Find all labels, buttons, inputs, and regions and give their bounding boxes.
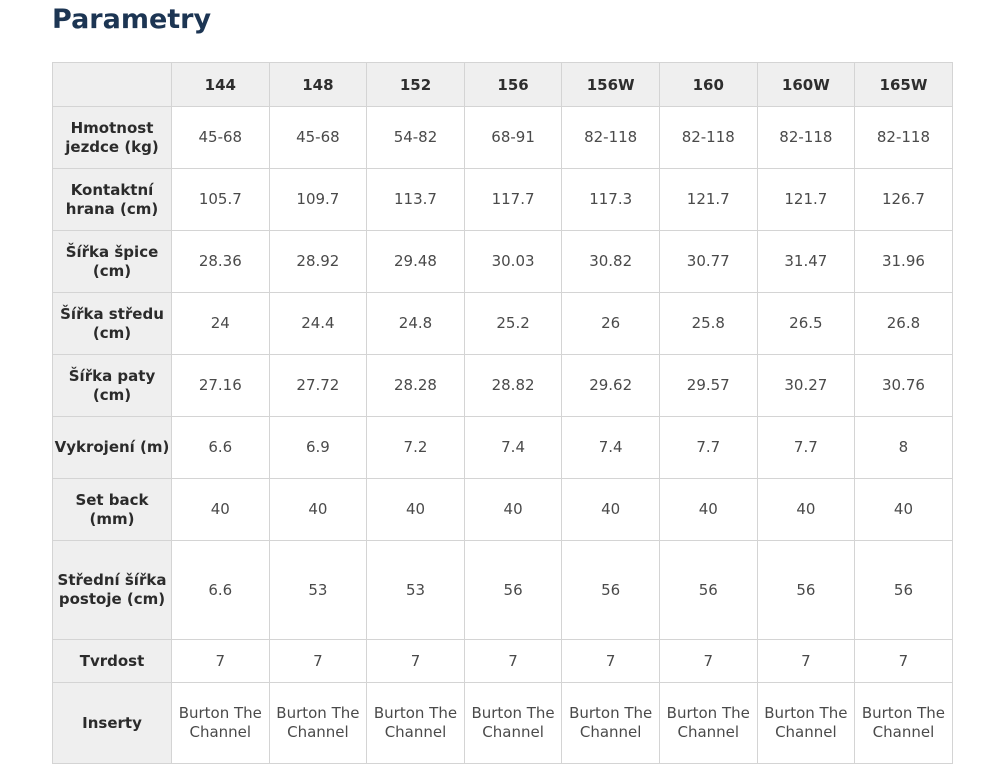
row-label: Hmotnost jezdce (kg)	[53, 107, 172, 169]
table-cell: 31.96	[855, 231, 953, 293]
table-cell: 7	[757, 640, 855, 683]
column-header: 156	[464, 63, 562, 107]
table-cell: 40	[562, 479, 660, 541]
table-cell: 7	[367, 640, 465, 683]
table-cell: 7	[562, 640, 660, 683]
table-cell: 24	[172, 293, 270, 355]
table-cell: 28.92	[269, 231, 367, 293]
table-cell: 113.7	[367, 169, 465, 231]
table-cell: 40	[659, 479, 757, 541]
table-row	[53, 107, 953, 169]
table-cell: 82-118	[757, 107, 855, 169]
table-cell: 29.62	[562, 355, 660, 417]
table-cell: 31.47	[757, 231, 855, 293]
table-cell: 82-118	[855, 107, 953, 169]
table-cell: 56	[855, 541, 953, 640]
table-cell: 28.28	[367, 355, 465, 417]
table-cell: 56	[464, 541, 562, 640]
table-cell: 121.7	[757, 169, 855, 231]
table-cell: 26.8	[855, 293, 953, 355]
header-row	[53, 63, 953, 107]
table-cell: 30.76	[855, 355, 953, 417]
table-cell: 117.3	[562, 169, 660, 231]
table-cell: 28.82	[464, 355, 562, 417]
table-cell: 7	[269, 640, 367, 683]
row-label: Šířka středu (cm)	[53, 293, 172, 355]
table-cell: 27.16	[172, 355, 270, 417]
column-header: 152	[367, 63, 465, 107]
table-cell: Burton The Channel	[367, 683, 465, 764]
table-cell: 30.03	[464, 231, 562, 293]
table-cell: 25.2	[464, 293, 562, 355]
table-cell: 30.27	[757, 355, 855, 417]
table-cell: Burton The Channel	[562, 683, 660, 764]
column-header: 148	[269, 63, 367, 107]
table-row	[53, 293, 953, 355]
table-row	[53, 417, 953, 479]
table-cell: 6.6	[172, 417, 270, 479]
table-row	[53, 169, 953, 231]
table-cell: 7.2	[367, 417, 465, 479]
row-label: Vykrojení (m)	[53, 417, 172, 479]
table-cell: 7.4	[464, 417, 562, 479]
header-corner-cell	[53, 63, 172, 107]
table-cell: 82-118	[659, 107, 757, 169]
table-cell: 7	[172, 640, 270, 683]
table-cell: Burton The Channel	[757, 683, 855, 764]
table-cell: 121.7	[659, 169, 757, 231]
row-label: Tvrdost	[53, 640, 172, 683]
parameters-table	[52, 62, 953, 764]
row-label: Střední šířka postoje (cm)	[53, 541, 172, 640]
table-row	[53, 231, 953, 293]
table-cell: 109.7	[269, 169, 367, 231]
table-cell: 29.57	[659, 355, 757, 417]
table-cell: 7	[855, 640, 953, 683]
table-cell: 28.36	[172, 231, 270, 293]
table-cell: 40	[464, 479, 562, 541]
table-cell: 26	[562, 293, 660, 355]
table-cell: 27.72	[269, 355, 367, 417]
table-cell: 40	[172, 479, 270, 541]
table-cell: 45-68	[172, 107, 270, 169]
table-cell: 126.7	[855, 169, 953, 231]
table-cell: 7.7	[757, 417, 855, 479]
table-cell: Burton The Channel	[855, 683, 953, 764]
table-cell: 7.7	[659, 417, 757, 479]
table-cell: 56	[659, 541, 757, 640]
table-row	[53, 640, 953, 683]
table-cell: 7.4	[562, 417, 660, 479]
table-cell: 117.7	[464, 169, 562, 231]
table-cell: 40	[269, 479, 367, 541]
table-cell: 7	[659, 640, 757, 683]
table-cell: 40	[855, 479, 953, 541]
row-label: Set back (mm)	[53, 479, 172, 541]
table-row	[53, 355, 953, 417]
table-cell: 53	[269, 541, 367, 640]
table-cell: 8	[855, 417, 953, 479]
column-header: 160W	[757, 63, 855, 107]
table-cell: 53	[367, 541, 465, 640]
column-header: 160	[659, 63, 757, 107]
table-cell: 56	[757, 541, 855, 640]
column-header: 144	[172, 63, 270, 107]
row-label: Šířka špice (cm)	[53, 231, 172, 293]
table-cell: Burton The Channel	[269, 683, 367, 764]
table-cell: 26.5	[757, 293, 855, 355]
table-cell: Burton The Channel	[659, 683, 757, 764]
table-cell: 6.6	[172, 541, 270, 640]
table-cell: 82-118	[562, 107, 660, 169]
table-row	[53, 541, 953, 640]
table-cell: 45-68	[269, 107, 367, 169]
table-cell: 68-91	[464, 107, 562, 169]
page-title: Parametry	[52, 4, 212, 35]
table-cell: Burton The Channel	[172, 683, 270, 764]
table-cell: 24.8	[367, 293, 465, 355]
table-cell: Burton The Channel	[464, 683, 562, 764]
table-cell: 30.82	[562, 231, 660, 293]
table-cell: 30.77	[659, 231, 757, 293]
column-header: 165W	[855, 63, 953, 107]
table-cell: 54-82	[367, 107, 465, 169]
row-label: Kontaktní hrana (cm)	[53, 169, 172, 231]
table-cell: 105.7	[172, 169, 270, 231]
column-header: 156W	[562, 63, 660, 107]
table-row	[53, 683, 953, 764]
table-cell: 56	[562, 541, 660, 640]
table-cell: 6.9	[269, 417, 367, 479]
table-cell: 24.4	[269, 293, 367, 355]
table-cell: 25.8	[659, 293, 757, 355]
table-cell: 40	[367, 479, 465, 541]
table-cell: 29.48	[367, 231, 465, 293]
row-label: Šířka paty (cm)	[53, 355, 172, 417]
row-label: Inserty	[53, 683, 172, 764]
table-cell: 40	[757, 479, 855, 541]
table-cell: 7	[464, 640, 562, 683]
table-row	[53, 479, 953, 541]
